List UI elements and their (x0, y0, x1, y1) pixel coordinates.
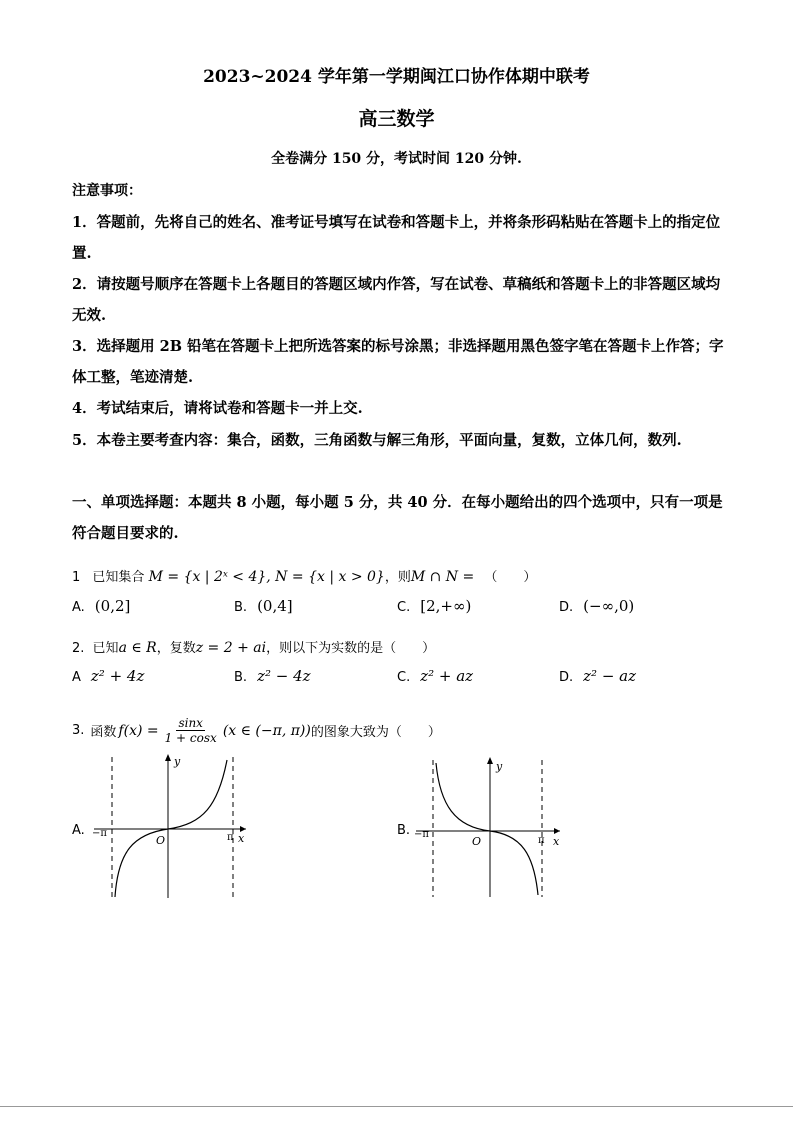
notes-heading: 注意事项： (72, 183, 142, 199)
option-value: z² − az (583, 667, 637, 685)
option-label: C. (397, 600, 411, 615)
note-5: 5．本卷主要考查内容：集合，函数，三角函数与解三角形，平面向量，复数，立体几何，数列. (72, 432, 682, 449)
question-2 (72, 637, 435, 656)
y-axis-arrow-icon (487, 757, 493, 764)
option-value: z² − 4z (257, 667, 311, 685)
q1-option-a (72, 597, 130, 615)
question-1 (72, 566, 536, 585)
answer-blank: （ ） (484, 570, 537, 585)
option-value: z² + 4z (90, 667, 145, 685)
x-axis-arrow-icon (554, 828, 560, 834)
y-axis-arrow-icon (165, 754, 171, 761)
q2-option-c (397, 667, 473, 685)
curve-b (436, 763, 538, 895)
score-line: 全卷满分 150 分，考试时间 120 分钟. (271, 151, 522, 167)
option-label: C. (397, 670, 411, 685)
option-label: A. (72, 600, 85, 615)
note-4: 4．考试结束后，请将试卷和答题卡一并上交. (72, 400, 363, 417)
page-bottom-divider (0, 1106, 793, 1107)
option-value: (−∞,0) (583, 597, 635, 615)
domain-expr: (x ∈ (−π, π)) (222, 722, 311, 739)
question-number: 2. (72, 641, 85, 656)
question-number: 3. (72, 723, 85, 738)
option-value: z² + az (420, 667, 474, 685)
question-text: 函数 (90, 725, 117, 740)
intersection-expr: M ∩ N = (410, 569, 475, 585)
question-text: ，则以下为实数的是（ ） (266, 641, 436, 656)
option-label: D. (559, 670, 574, 685)
function-name: f(x) = (118, 722, 159, 739)
fraction-numerator: sinx (178, 716, 203, 730)
question-text: 的图象大致为（ ） (310, 725, 441, 740)
complex-expr: z = 2 + ai (195, 640, 267, 656)
set-definition: M = {x | 2ˣ < 4}, N = {x | x > 0} (148, 569, 385, 585)
note-1: 1．答题前，先将自己的姓名、准考证号填写在试卷和答题卡上，并将条形码粘贴在答题卡上的指定位置. (72, 214, 721, 262)
neg-pi-label: −π (414, 829, 429, 840)
graph-a-label: A. (72, 823, 85, 838)
option-label: D. (559, 600, 574, 615)
note-2: 2．请按题号顺序在答题卡上各题目的答题区域内作答，写在试卷、草稿纸和答题卡上的非答题区域均无效. (72, 276, 721, 324)
graph-a (88, 752, 258, 902)
q2-option-d (559, 667, 636, 685)
question-text: ，复数 (156, 641, 196, 656)
option-value: (0,2] (94, 597, 131, 615)
question-text: 已知集合 (92, 570, 145, 585)
pi-label: π (227, 832, 234, 843)
graph-b (410, 755, 570, 900)
axis-label-x: x (238, 832, 245, 845)
q2-option-a (72, 667, 144, 685)
graph-b-label: B. (397, 823, 411, 838)
axis-label-y: y (496, 760, 503, 773)
option-label: B. (234, 600, 248, 615)
section-heading: 一、单项选择题：本题共 8 小题，每小题 5 分，共 40 分．在每小题给出的四个选项中，只有一项是符合题目要求的. (72, 494, 723, 542)
pi-label: π (538, 835, 545, 846)
q1-option-b (234, 597, 293, 615)
note-3: 3．选择题用 2B 铅笔在答题卡上把所选答案的标号涂黑；非选择题用黑色签字笔在答题卡上作答；字体工整，笔迹清楚. (72, 338, 724, 386)
axis-label-y: y (174, 755, 181, 768)
q1-option-d (559, 597, 634, 615)
question-number: 1 (72, 570, 81, 585)
exam-title: 2023~2024 学年第一学期闽江口协作体期中联考 (203, 67, 590, 87)
option-label: B. (234, 670, 248, 685)
question-3 (72, 716, 441, 745)
question-text: 已知 (92, 641, 119, 656)
origin-label: O (472, 835, 482, 848)
origin-label: O (156, 834, 166, 847)
question-text: ，则 (384, 570, 411, 585)
fraction-denominator: 1 + cosx (164, 731, 217, 745)
q1-option-c (397, 597, 471, 615)
axis-label-x: x (553, 835, 560, 848)
q2-option-b (234, 667, 311, 685)
fraction (163, 716, 219, 745)
condition-expr: a ∈ R (118, 640, 157, 656)
option-value: [2,+∞) (420, 597, 472, 615)
neg-pi-label: −π (92, 828, 107, 839)
exam-subject: 高三数学 (358, 108, 435, 130)
option-value: (0,4] (257, 597, 293, 615)
option-label: A (72, 670, 81, 685)
